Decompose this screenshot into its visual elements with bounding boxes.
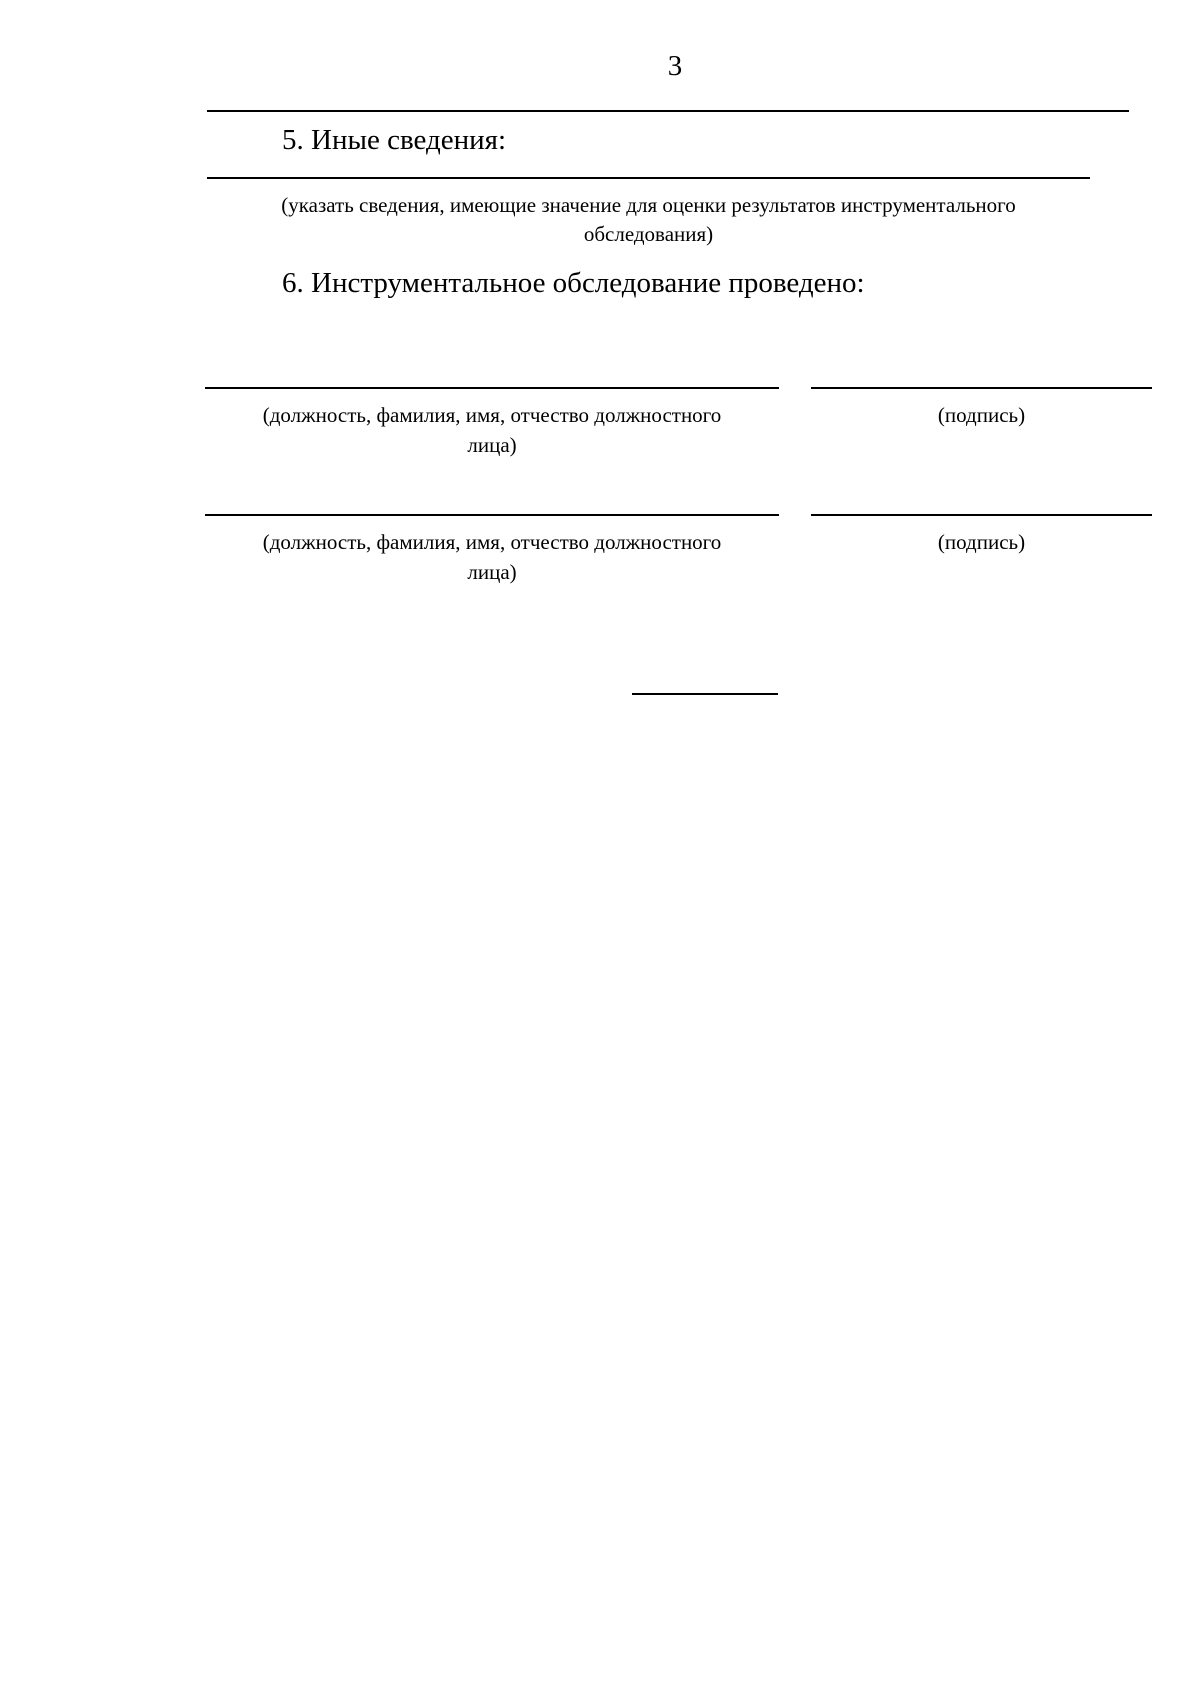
- top-rule: [207, 110, 1129, 112]
- official-1-fill-line[interactable]: [205, 387, 779, 389]
- official-1-caption-line-2: лица): [467, 433, 517, 457]
- page-number: 3: [667, 50, 683, 82]
- signature-2-fill-line[interactable]: [811, 514, 1152, 516]
- signature-2-caption: (подпись): [937, 530, 1026, 554]
- official-2-caption: [205, 527, 779, 587]
- section-5-hint-line-1: (указать сведения, имеющие значение для оценки результатов инструментального: [281, 193, 1016, 217]
- official-1-caption: [205, 400, 779, 460]
- end-of-document-rule: [632, 693, 778, 695]
- section-5-hint: [207, 191, 1090, 249]
- section-6-heading: 6. Инструментальное обследование проведено:: [282, 267, 865, 299]
- official-2-fill-line[interactable]: [205, 514, 779, 516]
- section-5-fill-line[interactable]: [207, 177, 1090, 179]
- official-1-caption-line-1: (должность, фамилия, имя, отчество должностного: [262, 403, 722, 427]
- official-2-caption-line-2: лица): [467, 560, 517, 584]
- signature-1-caption: (подпись): [937, 403, 1026, 427]
- signature-1-fill-line[interactable]: [811, 387, 1152, 389]
- section-5-heading: 5. Иные сведения:: [282, 124, 507, 156]
- official-2-caption-line-1: (должность, фамилия, имя, отчество должностного: [262, 530, 722, 554]
- section-5-hint-line-2: обследования): [583, 222, 714, 246]
